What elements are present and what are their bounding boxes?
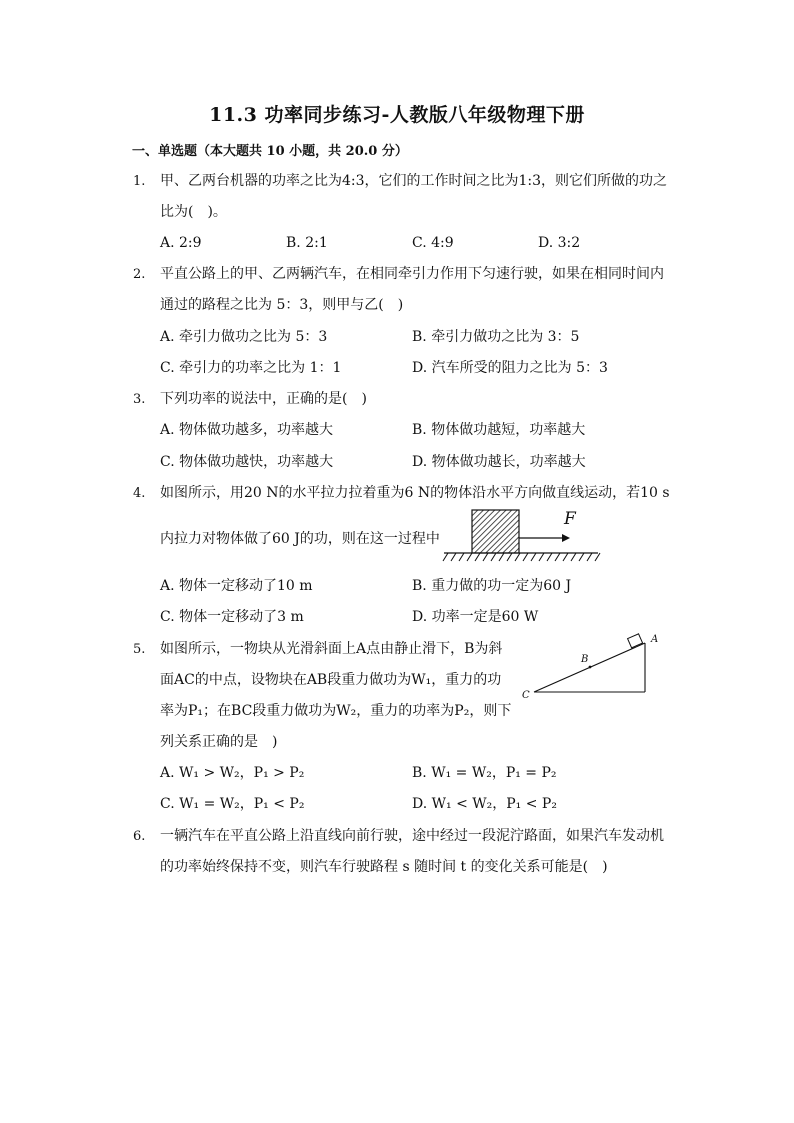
point-a-label: A	[651, 634, 659, 645]
option-a: A. 物体一定移动了10 m	[160, 578, 313, 594]
option-c: C. W₁ = W₂，P₁ < P₂	[160, 796, 305, 812]
question-number: 3.	[133, 392, 146, 407]
point-c-label: C	[522, 690, 530, 701]
option-d: D. 物体做功越长，功率越大	[412, 454, 586, 470]
option-b: B. 重力做的功一定为60 J	[412, 578, 572, 594]
pulling-block-figure	[438, 504, 602, 568]
option-a: A. W₁ > W₂，P₁ > P₂	[160, 765, 305, 781]
option-a: A. 牵引力做功之比为 5：3	[160, 329, 328, 345]
option-d: D. W₁ < W₂，P₁ < P₂	[412, 796, 557, 812]
option-a: A. 2:9	[160, 235, 202, 251]
question-text-line: 平直公路上的甲、乙两辆汽车，在相同牵引力作用下匀速行驶，如果在相同时间内	[160, 266, 664, 282]
question-text-line: 面AC的中点，设物块在AB段重力做功为W₁，重力的功	[160, 672, 502, 688]
option-b: B. 物体做功越短，功率越大	[412, 422, 586, 438]
option-d: D. 3:2	[538, 235, 581, 251]
question-text-line: 甲、乙两台机器的功率之比为4:3，它们的工作时间之比为1:3，则它们所做的功之	[160, 173, 668, 189]
option-c: C. 4:9	[412, 235, 454, 251]
question-text-line: 如图所示，用20 N的水平拉力拉着重为6 N的物体沿水平方向做直线运动，若10 s	[160, 485, 670, 501]
question-text-line: 通过的路程之比为 5：3，则甲与乙( )	[160, 297, 404, 313]
question-text-line: 列关系正确的是 )	[160, 734, 278, 750]
point-b-label: B	[581, 654, 589, 665]
option-c: C. 牵引力的功率之比为 1：1	[160, 360, 342, 376]
option-d: D. 功率一定是60 W	[412, 609, 539, 625]
option-c: C. 物体一定移动了3 m	[160, 609, 304, 625]
option-b: B. 牵引力做功之比为 3：5	[412, 329, 580, 345]
page-title: 11.3 功率同步练习-人教版八年级物理下册	[209, 104, 585, 126]
question-text-line: 率为P₁；在BC段重力做功为W₂，重力的功率为P₂，则下	[160, 703, 512, 719]
question-number: 2.	[133, 267, 146, 282]
question-text-line: 的功率始终保持不变，则汽车行驶路程 s 随时间 t 的变化关系可能是( )	[160, 859, 608, 875]
question-text-line: 一辆汽车在平直公路上沿直线向前行驶，途中经过一段泥泞路面，如果汽车发动机	[160, 828, 664, 844]
question-number: 1.	[133, 174, 146, 189]
option-b: B. 2:1	[286, 235, 328, 251]
question-text-line: 下列功率的说法中，正确的是( )	[160, 391, 367, 407]
question-number: 5.	[133, 642, 146, 657]
option-d: D. 汽车所受的阻力之比为 5：3	[412, 360, 608, 376]
question-text-line: 比为( )。	[160, 204, 227, 220]
option-b: B. W₁ = W₂，P₁ = P₂	[412, 765, 557, 781]
question-number: 6.	[133, 829, 146, 844]
option-c: C. 物体做功越快，功率越大	[160, 454, 334, 470]
question-text-line: 内拉力对物体做了60 J的功，则在这一过程中	[160, 531, 440, 547]
question-text-line: 如图所示，一物块从光滑斜面上A点由静止滑下，B为斜	[160, 641, 503, 657]
force-label: F	[564, 509, 576, 529]
incline-figure	[518, 628, 668, 704]
option-a: A. 物体做功越多，功率越大	[160, 422, 334, 438]
section-heading: 一、单选题（本大题共 10 小题，共 20.0 分）	[132, 144, 408, 159]
question-number: 4.	[133, 486, 146, 501]
